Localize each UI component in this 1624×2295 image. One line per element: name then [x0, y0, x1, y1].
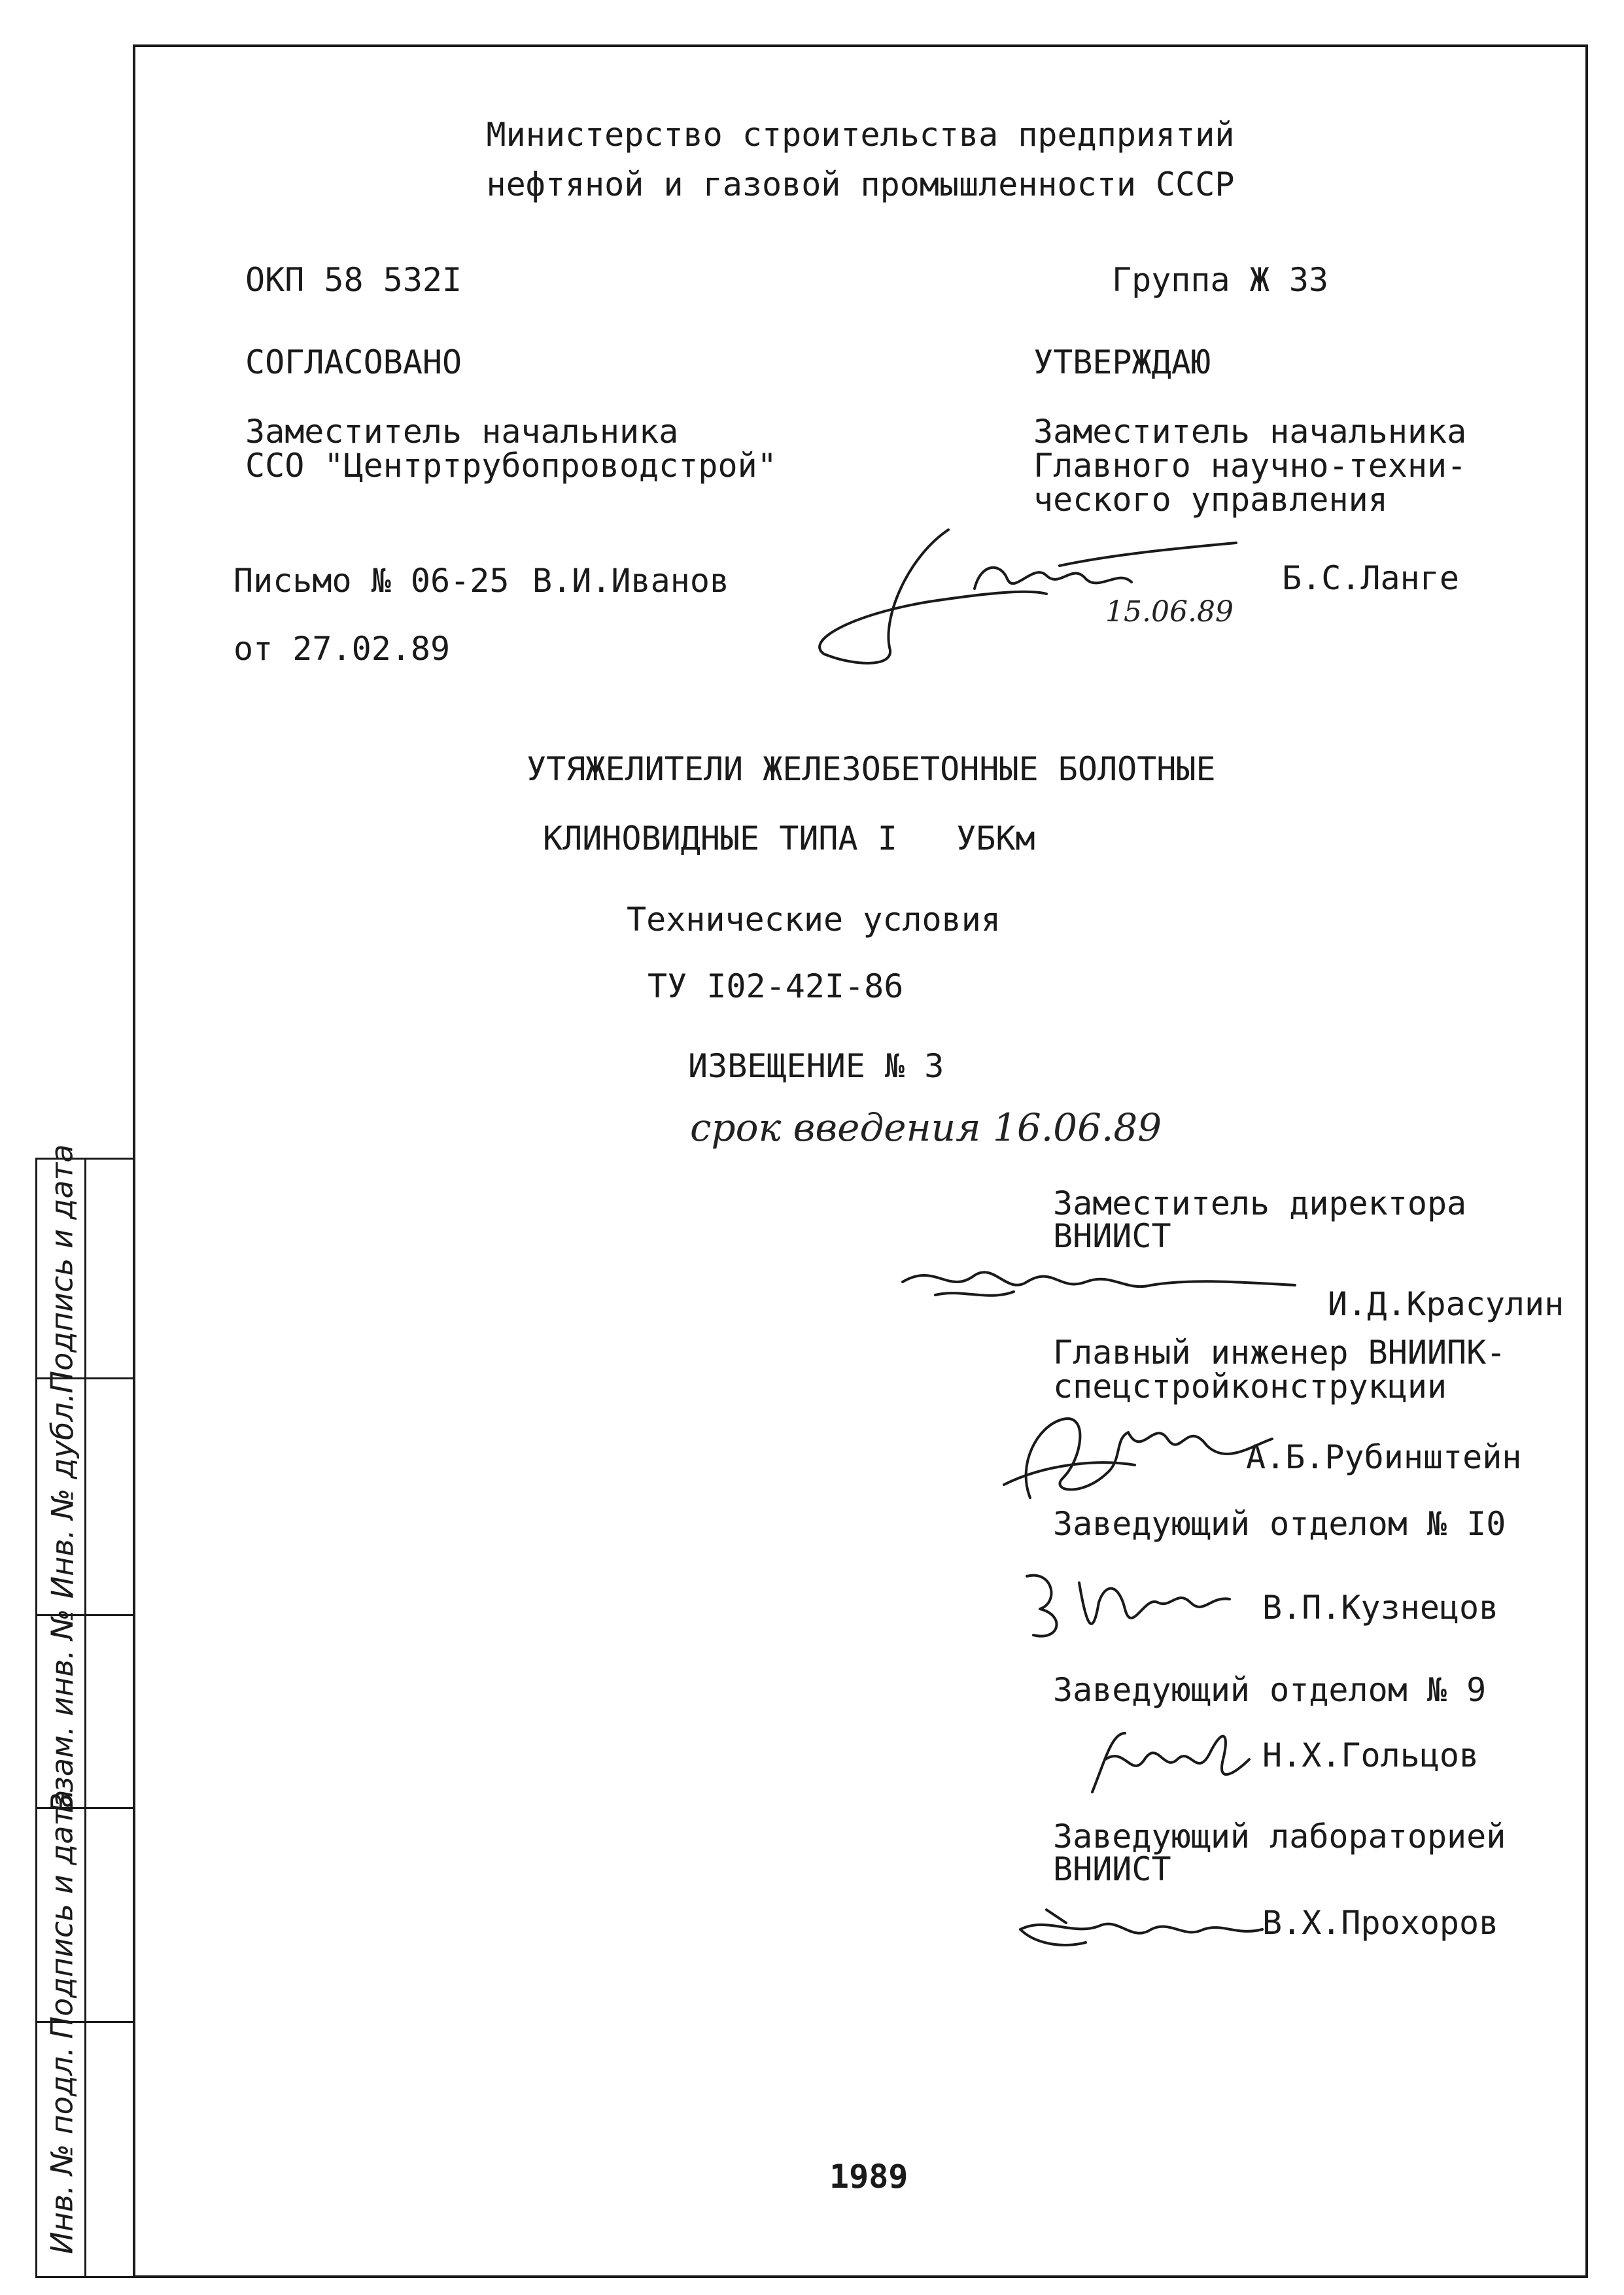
- rubinstein-signature: [991, 1400, 1279, 1511]
- prokhorov-signature: [1007, 1897, 1269, 1956]
- signatory-1-name: И.Д.Красулин: [1328, 1285, 1564, 1323]
- strip-label-original-inventory: Инв. № подл.: [44, 2046, 80, 2254]
- signatory-4-name: Н.Х.Гольцов: [1262, 1736, 1479, 1774]
- agreed-title: СОГЛАСОВАНО: [245, 343, 462, 381]
- signatory-2-name: А.Б.Рубинштейн: [1246, 1438, 1522, 1476]
- kuznetsov-signature: [1014, 1563, 1256, 1648]
- approved-name: Б.С.Ланге: [1282, 559, 1459, 597]
- agreed-name: В.И.Иванов: [532, 562, 730, 600]
- side-stamp-strip: [35, 1143, 135, 2278]
- agreed-letter: Письмо № 06-25: [233, 562, 510, 600]
- goltsov-signature: [1073, 1720, 1269, 1799]
- signatory-4-position-1: Заведующий отделом № 9: [1053, 1671, 1487, 1709]
- title-line-1: УТЯЖЕЛИТЕЛИ ЖЕЛЕЗОБЕТОННЫЕ БОЛОТНЫЕ: [527, 750, 1216, 788]
- approved-title: УТВЕРЖДАЮ: [1033, 343, 1211, 381]
- agreed-position-1: Заместитель начальника: [245, 413, 679, 451]
- tu-code: ТУ I02-42I-86: [648, 967, 904, 1005]
- signatory-5-position-2: ВНИИСТ: [1053, 1850, 1171, 1888]
- lange-signature: [811, 517, 1269, 667]
- notice-number: ИЗВЕЩЕНИЕ № 3: [688, 1047, 944, 1085]
- agreed-position-2: ССО "Центртрубопроводстрой": [245, 447, 777, 485]
- signatory-5-position-1: Заведующий лабораторией: [1053, 1818, 1506, 1855]
- document-year: 1989: [829, 2158, 908, 2196]
- signatory-3-name: В.П.Кузнецов: [1262, 1589, 1499, 1627]
- okp-code: ОКП 58 532I: [245, 261, 462, 299]
- approved-position-3: ческого управления: [1033, 481, 1388, 519]
- approved-position-1: Заместитель начальника: [1033, 413, 1467, 451]
- document-subtitle: Технические условия: [627, 901, 1001, 939]
- title-line-2: КЛИНОВИДНЫЕ ТИПА I УБКм: [543, 820, 1035, 857]
- group-code: Группа Ж 33: [1112, 261, 1329, 299]
- signatory-1-position-1: Заместитель директора: [1053, 1184, 1467, 1222]
- signatory-1-position-2: ВНИИСТ: [1053, 1217, 1171, 1255]
- signatory-3-position-1: Заведующий отделом № I0: [1053, 1505, 1506, 1543]
- strip-label-duplicate-inventory: Инв. № дубл.: [44, 1392, 80, 1599]
- approved-position-2: Главного научно-техни-: [1033, 447, 1467, 485]
- signatory-5-name: В.Х.Прохоров: [1262, 1904, 1499, 1942]
- ministry-line-2: нефтяной и газовой промышленности СССР: [486, 165, 1235, 203]
- ministry-line-1: Министерство строительства предприятий: [486, 116, 1235, 154]
- strip-label-signature-date-2: Подпись и дата: [44, 1789, 80, 2039]
- signatory-2-position-2: спецстройконструкции: [1053, 1368, 1447, 1406]
- signatory-2-position-1: Главный инженер ВНИИПК-: [1053, 1334, 1506, 1372]
- handwritten-deadline-note: срок введения 16.06.89: [690, 1105, 1162, 1150]
- lange-handwritten-date: 15.06.89: [1105, 595, 1234, 629]
- strip-label-replacement-inventory: Взам. инв. №: [44, 1608, 80, 1813]
- strip-label-signature-date-1: Подпись и дата: [44, 1143, 80, 1394]
- krasulin-signature: [896, 1256, 1302, 1315]
- agreed-date: от 27.02.89: [233, 630, 451, 668]
